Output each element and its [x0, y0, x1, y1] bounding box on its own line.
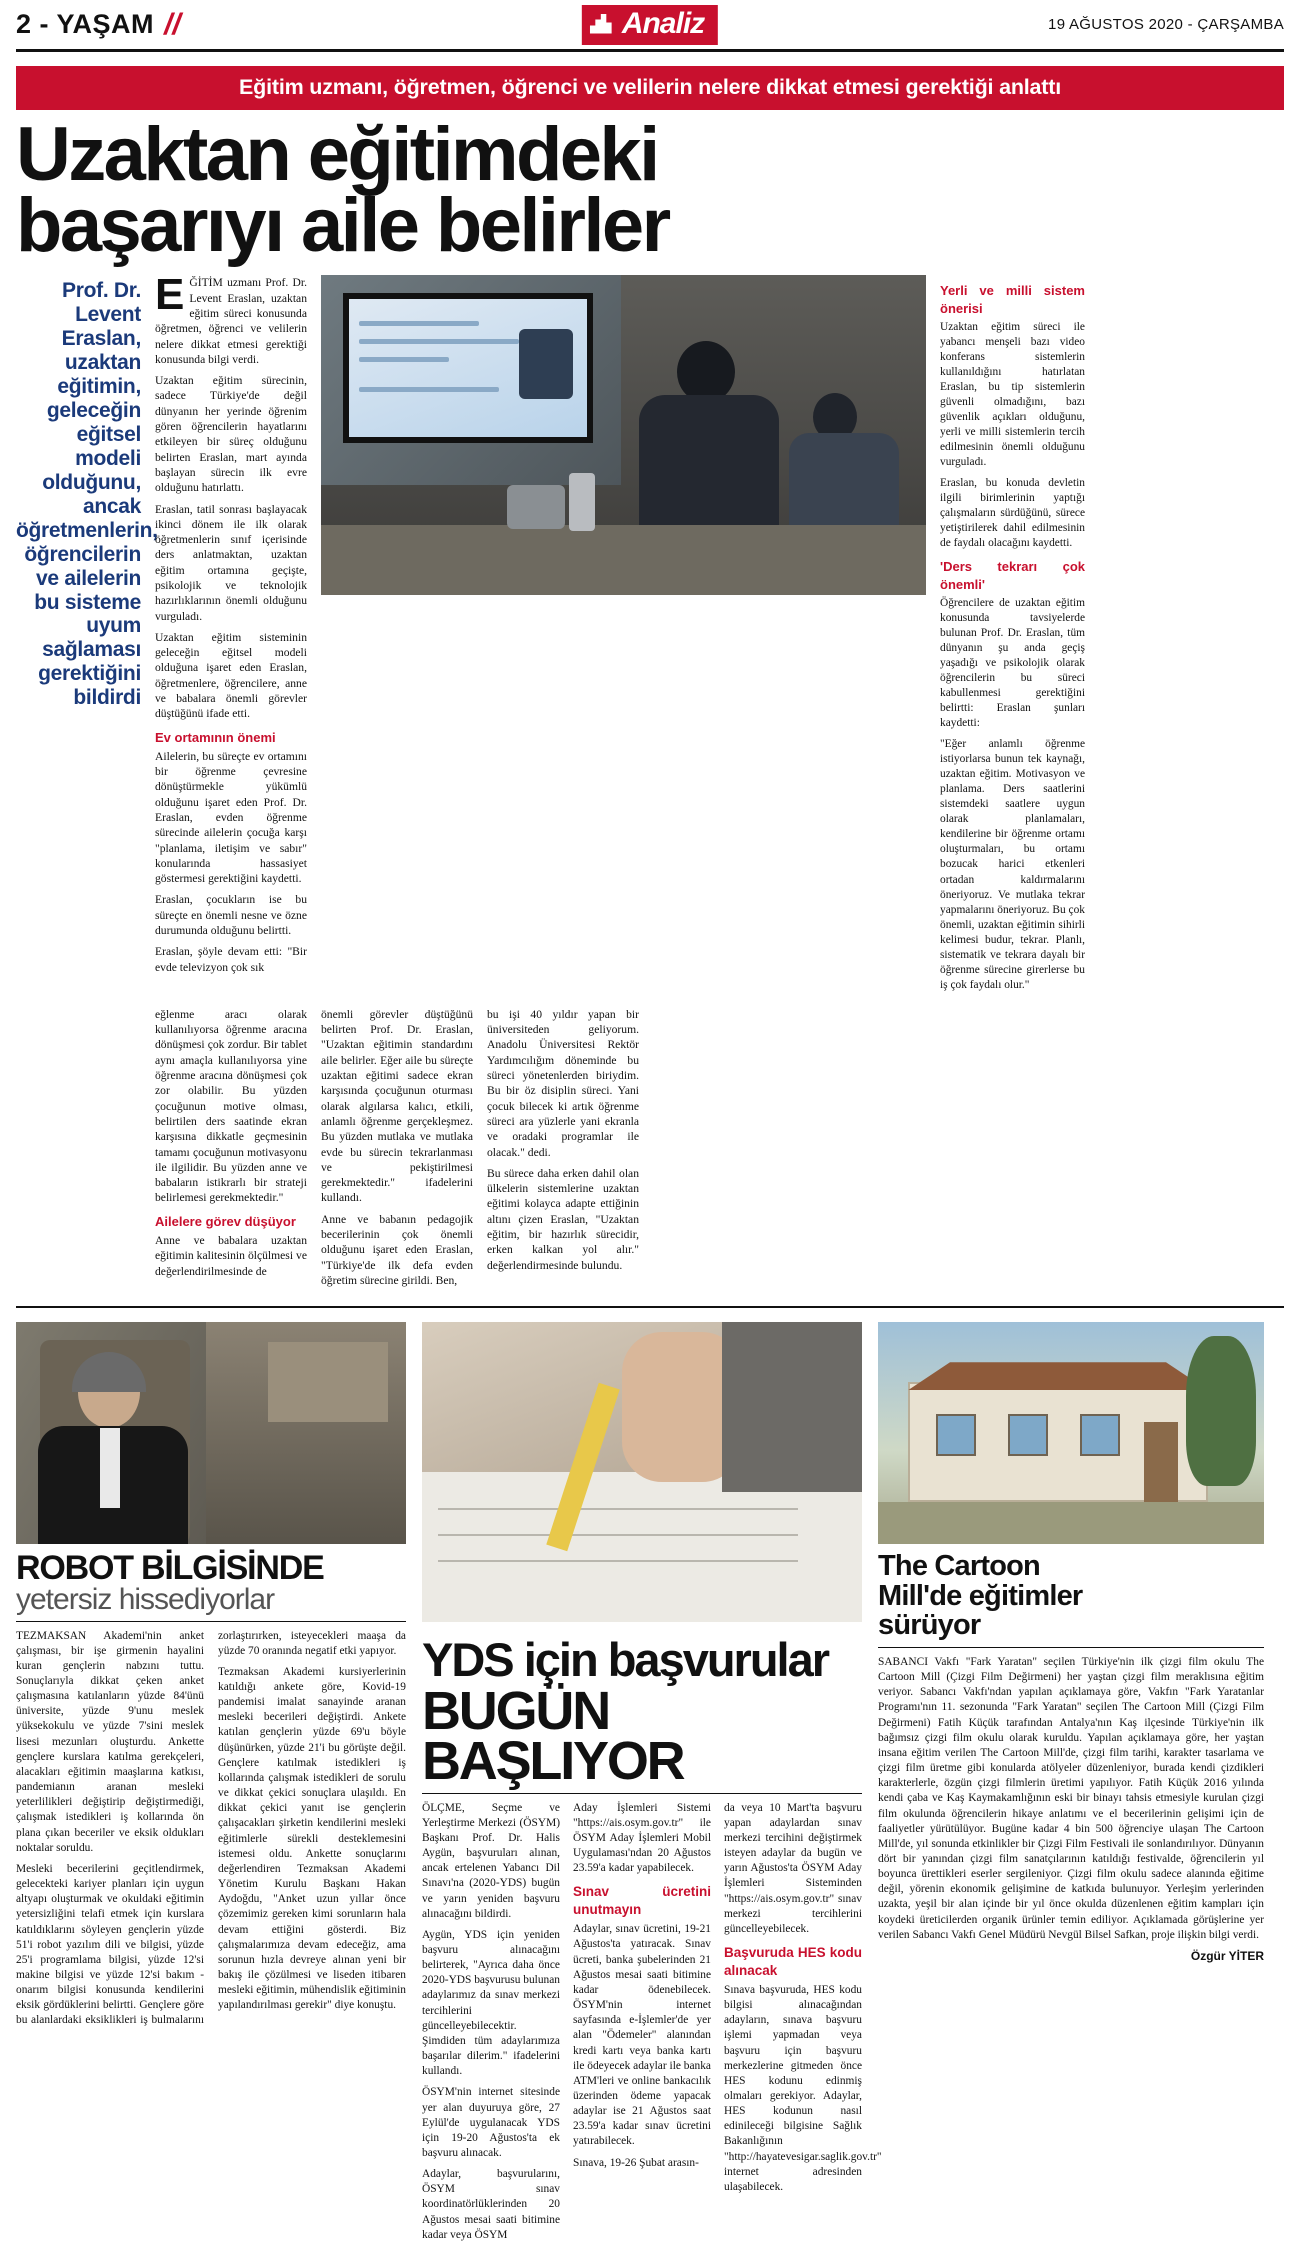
paragraph: Anne ve babanın pedagojik becerilerinin çok önemli olduğunu işaret eden Eraslan, "Türkiye'de ilk defa evden öğretim sürecine girildi. Ben, [321, 1212, 473, 1287]
paragraph: Sınava başvuruda, HES kodu bilgisi alınacağından adayların, sınava başvuru işlemi yapmadan veya başvuru için başvuru merkezlerine gitmeden önce HES kodunu edinmiş olmaları gerekiyor. Adaylar, HES kodunun nasıl edinileceği bilgisine Sağlık Bakanlığının "http://hayatevesigar.saglik.gov.tr" internet adresinden ulaşabilecek. [724, 1983, 882, 2193]
headline-line-1: Uzaktan eğitimdeki [16, 112, 658, 197]
divider [16, 1621, 406, 1622]
paragraph: Adaylar, başvurularını, ÖSYM sınav koordinatörlüklerinden 20 Ağustos mesai saati bitimine kadar veya ÖSYM [422, 2168, 560, 2241]
main-column-4 [487, 1007, 639, 1294]
divider [878, 1647, 1264, 1648]
writing-photo [422, 1322, 862, 1622]
robot-body [16, 1629, 406, 2029]
subheading-hes-kodu: Başvuruda HES kodu alınacak [724, 1944, 862, 1978]
door [1144, 1422, 1178, 1502]
article-standfirst: Prof. Dr. Levent Eraslan, uzaktan eğitimin, geleceğin eğitsel modeli olduğunu, ancak öğretmenlerin, öğrencilerin ve ailelerin bu sisteme uyum sağlaması gerektiğini bildirdi [16, 279, 158, 710]
desk [321, 525, 926, 595]
main-column-1 [155, 270, 307, 999]
subheading-yerli-milli: Yerli ve milli sistem önerisi [940, 283, 1085, 316]
paragraph: Aygün, YDS için yeniden başvuru alınacağını belirterek, "Ayrıca daha önce 2020-YDS başvurusu bulunan adaylarımız da sınav merkezi tercihlerini güncelleyebilecektir. Şimdiden tüm adaylarımıza başarılar dilerim." ifadelerini kullandı. [422, 1928, 560, 2078]
window [1008, 1414, 1048, 1456]
school-photo [878, 1322, 1264, 1544]
bottle [569, 473, 595, 531]
page-label: 2 - YAŞAM [16, 9, 155, 39]
paragraph: bu işi 40 yıldır yapan bir üniversiteden geliyorum. Anadolu Üniversitesi Rektör Yardımcılığım döneminde bu süreci yönetenlerden biriydim. Bu bir öz disiplin süreci. Yani çocuk bilecek ki artık öğrenme süreci ara yüzlerle yani ekranla ve oradaki programlar ile olacak." dedi. [487, 1007, 639, 1159]
paragraph: Sınava, 19-26 Şubat arasın- [573, 2156, 699, 2169]
main-column-3 [321, 1007, 473, 1294]
window [936, 1414, 976, 1456]
paragraph: Tezmaksan Akademi kursiyerlerinin katıldığı ankete göre, Kovid-19 pandemisi imalat sanayinde aranan mesleki becerileri değiştirdi. Ankete katılan gençlerin yüzde 69'u böyle düşünürken, yüzde 21'i bu görüşte değil. Gençlere katılmak istedikleri iş kollarında çalışmak istedikleri de sorulu ve dikkat çekici sonuçlara ulaşıldı. En dikkat çekici yanıt ise gençlerin çalışacakları şirketin kendilerini mesleki eğitimlerle sürekli desteklemesini istemesi oldu. Ankette sonuçlarını değerlendiren Tezmaksan Akademi Yönetim Kurulu Başkanı Hakan Aydoğdu, "Anket uzun yıllar önce çözemimiz gereken kimi sorunların hala devam ettiğini gösterdi. Biz çalışmalarımıza devam edeceğiz, ama sorunun hızla devreye alınan yeni bir bakış ile çözülmesi ve liseden itibaren mesleki eğitimin, mühendislik eğitiminin yapılandırılması gerekir" diye konuştu. [218, 1665, 406, 2012]
issue-date: 19 AĞUSTOS 2020 - ÇARŞAMBA [1048, 16, 1284, 33]
byline: Özgür YİTER [1190, 1948, 1264, 1963]
publication-logo [582, 5, 718, 45]
yds-article [422, 1322, 882, 2249]
paragraph: Mesleki becerilerini geçitlendirmek, gelecekteki kariyer planları için uygun altyapı oluşturmak ve okuldaki eğitimin yetersizliğini telafi etmek için kurslara katıldıklarını söyleyen gençlerin yüzde 51'i robot yazılım dili ve bilgisi, yüzde 25'i programlama bilgisi, yüzde 12'si makine bilgisi ve yüzde 12'si bakım -onarım bilgisi konusunda kendilerini eksik gördüklerini belirtti. Gençlere göre bu alanlardaki eksiklikleri iş bulmalarını zorlaştırırken, isteyecekleri maaşa da yüzde 70 oranında negatif etki yapıyor. [16, 1629, 406, 2027]
main-article-top [16, 270, 1284, 999]
lower-section [16, 1322, 1284, 2249]
cartoon-title [878, 1552, 1264, 1641]
subheading-ders-tekrari: 'Ders tekrarı çok önemli' [940, 559, 1085, 592]
tv-line [359, 321, 479, 326]
logo-subtitle [582, 0, 718, 2]
headline-line-2: başarıyı aile belirler [16, 182, 669, 268]
main-article-bottom [16, 1007, 1284, 1294]
paragraph: Ailelerin, bu süreçte ev ortamını bir öğrenme çevresine dönüştürmekle yükümlü olduğunu işaret eden Prof. Dr. Eraslan, evden öğrenme sürecinde ailelerin çocuğa karşı "planlama, iletişim ve sabır" konularında hassasiyet göstermesi gerektiğini kaydetti. [155, 749, 307, 886]
sidebar-column [940, 275, 1085, 999]
tv-presenter [519, 329, 573, 399]
paragraph: Bu sürece daha erken dahil olan ülkelerin sistemlerine uzaktan eğitimi kolayca adapte ettiğinin altını çizen Eraslan, "Uzaktan eğitim, bir hazırlık sürecidir, erken kalkan yol alır." değerlendirmesinde bulundu. [487, 1166, 639, 1272]
paragraph: önemli görevler düştüğünü belirten Prof. Dr. Eraslan, "Uzaktan eğitimin standardını aile belirler. Eğer aile bu süreçte uzaktan eğitimi sadece ekran karşısında çocuğunun oturması olarak algılarsa kalıcı, etkili, anlamlı öğrenme gerçekleşmez. Bu yüzden mutlaka ve mutlaka evde bu sürecin tekrarlanması ve pekiştirilmesi gerekmektedir." ifadelerini kullandı. [321, 1007, 473, 1205]
classroom-photo [321, 275, 926, 595]
main-column-5-spacer [653, 1007, 953, 1294]
subheading-sinav-ucreti: Sınav ücretini unutmayın [573, 1884, 711, 1918]
subheading-ailelere-gorev: Ailelere görev düşüyor [155, 1213, 296, 1229]
tv-line [359, 339, 519, 344]
paragraph: Uzaktan eğitim süreci ile yabancı menşeli bazı video konferans sistemlerin kullanıldığını hatırlatan Eraslan, bu tip sistemlerin güvenli olmadığını, bazı güvenlik açıkları olduğunu, yerli ve milli sistemlerin tercih edilmesinin önemli olduğunu vurguladı. [940, 320, 1085, 469]
paragraph: Eraslan, şöyle devam etti: "Bir evde televizyon çok sık [155, 945, 307, 974]
paragraph: ÖLÇME, Seçme ve Yerleştirme Merkezi (ÖSYM) Başkanı Prof. Dr. Halis Aygün, başvuruları alınan, ancak ertelenen Yabancı Dil Sınavı'na (2020-YDS) bugün ve yarın yeniden başvuru alınacağını bildirdi. [422, 1801, 560, 1920]
sleeve [722, 1322, 862, 1492]
paragraph: TEZMAKSAN Akademi'nin anket çalışması, bir işe girmenin hayalini kuran gençlerin nabzını tuttu. Sonuçlarıyla dikkat çeken anket çalışmasına katılanların yüzde 84'ünü üniversite, yüzde 9'unu meslek yüksekokulu ve yüzde 7'sini meslek lisesi mezunları oluşturdu. Ankette gençlere kurslara katılma gerekçeleri, alacakları eğitimin maaşlarına katkısı, pandemianın aranan mesleki yeterlilikleri değiştirip değiştirmediği, çalışmak istedikleri iş kollarında ön plana çıkan beceriler ve eksik oldukları noktalar soruldu. [16, 1629, 204, 1854]
section-divider [16, 1306, 1284, 1308]
paragraph: da veya 10 Mart'ta başvuru yapan adaylardan sınav merkezi tercihini değiştirmek isteyen adaylar da bugün ve yarın Ağustos'ta ÖSYM Aday İşlemleri Sisteminden "https://ais.osym.gov.tr" sınav merkezi tercihlerini güncelleyebilecek. [724, 1801, 862, 1935]
masthead-slash: // [164, 7, 181, 41]
portrait-shirt [100, 1428, 120, 1508]
yds-body [422, 1801, 882, 2249]
logo-text: Analiz [582, 5, 718, 45]
masthead [16, 0, 1284, 52]
yds-title-line1: YDS için başvurular [422, 1633, 829, 1687]
console-box [507, 485, 565, 529]
paper-line [438, 1508, 798, 1510]
paragraph: "Eğer anlamlı öğrenme istiyorlarsa bunun tek kaynağı, uzaktan eğitim. Motivasyon ve planlama. Ders saatlerini sistemdeki saatlere uygun olarak planlamaları, kendilerine bir öğrenme ortamı oluşturmaları, bu ortamı bozucak harici etkenleri ortadan kaldırmalarını öneriyoruz. Ve mutlaka tekrar yapmalarını öneriyoruz. Bu çok önemli, uzaktan eğitimin sihirli kelimesi budur, tekrar. Planlı, sistematik ve tekrara dayalı bir öğrenme sürecine girerlerse bu iş çok faydalı olur." [940, 738, 1085, 991]
paragraph: Aday İşlemleri Sistemi "https://ais.osym.gov.tr" ile ÖSYM Aday İşlemleri Mobil Uygulaması'ndan 20 Ağustos 23.59'a kadar yapabilecek. [573, 1801, 711, 1875]
paper-line [438, 1534, 798, 1536]
cartoon-title-line2: Mill'de eğitimler [878, 1579, 1083, 1612]
robot-article [16, 1322, 406, 2249]
portrait-photo [16, 1322, 406, 1544]
school-roof [908, 1362, 1208, 1390]
paper-line [438, 1560, 798, 1562]
main-column-2 [155, 1007, 307, 1294]
paragraph: Adaylar, sınav ücretini, 19-21 Ağustos'ta yatıracak. Sınav ücreti, banka şubelerinden 21 Ağustos mesai saati bitimine kadar ödenebilecek. ÖSYM'nin internet sayfasında e-İşlemler'de yer alan "Ödemeler" alanından kredi kartı veya banka kartı ile ödeyecek adaylar ile banka ATM'leri ve online bankacılık üzerinden ödeme yapacak adaylar ise 21 Ağustos saat 23.59'a kadar sınav ücretini yatırabilecek. [573, 1923, 711, 2148]
tree [1186, 1336, 1256, 1486]
cartoon-article [878, 1322, 1264, 2249]
tv-screen [343, 293, 593, 443]
paragraph: SABANCI Vakfı "Fark Yaratan" seçilen Türkiye'nin ilk çizgi film okulu The Cartoon Mill (Çizgi Film Değirmeni) her yaştan çizgi film meraklısına eğitim veriyor. Sabancı Vakfı'ndan yapılan açıklamaya göre, Vakfın "Fark Yaratanlar Programı'nın 11. sezonunda "Fark Yaratan" seçilen The Cartoon Mill (Çizgi Film Değirmeni) Fatih Küçük tarafından Antalya'nın Kaş ilçesinde Türkiye'nin ilk bağımsız çizgi film okulu olarak kuruldu. Yapılan açıklamaya göre, her yaştan insana eğitim verilen The Cartoon Mill'de, çizgi film tarihi, karakter tasarlama ve çizgi film üretme gibi konularda atölyeler düzenleniyor, burada kendi çizdikleri karakterlerle, özgün çizgi filmlerin üretimi yapılıyor. Fatih Küçük 2016 yılında kendi çaba ve Kaş Kaymakamlığının eski bir binayı tahsis etmesiyle kurulan çizgi film okulunda öğrencilerin hikaye anlatımı ve el becerilerinin gelişimi için de faaliyetler yürütülüyor. Bugüne kadar 4 bin 500 öğrenciye ulaşan The Cartoon Mill'de, yıl sonunda etkinlikler bir Çizgi Film Festivali ile sonlandırılıyor. Dünyanın dört bir yanından çizgi film sanatçılarının katıldığı festivalde, öğrencilerin yıl boyunca ürettikleri eserler sergileniyor. Çizgi film okulu sadece alanında eğitime değil, yörenin ekonomik gelişimine de katkıda bulunuyor. Yerleşim yerlerinden uzakta, yeşil bir alan içinde bir yıl önce okulda düzenlenen eğitim kampları için koydeki üreticilerden organik ürünler temin ediliyor. Açıklamada görüşlerine yer verilen Sabancı Vakfı Genel Müdürü Nevgül Bilsel Safkan, proje ilişkin bilgi verdi. [878, 1655, 1264, 1941]
cartoon-title-line3: sürüyor [878, 1609, 981, 1642]
paragraph: eğlenme aracı olarak kullanılıyorsa öğrenme aracına dönüşmesi çok zordur. Bir tablet aynı amaçla kullanılıyorsa yine öğrenme aracına dönüşmesi çok zor olabilir. Bu yüzden çocuğunun motive olması, belirtilen ders saatinde ekran karşısına dikkatle geçmesinin tamamı çocuğunun motivasyonu ile ilgilidir. Bu yüzden anne ve babaların istikrarlı bir strateji belirlemesi gerekmektedir." [155, 1007, 307, 1205]
paragraph: Anne ve babalara uzaktan eğitimin kalitesinin ölçülmesi ve değerlendirilmesinde de [155, 1233, 307, 1278]
robot-title-line2: yetersiz hissediyorlar [16, 1582, 275, 1616]
student-head [677, 341, 735, 403]
paragraph: Eraslan, tatil sonrası başlayacak ikinci dönem ile ilk olarak öğretmenlerin sınıf içerisinde ders anlatmaktan, uzaktan eğitim ortamına geçişte, psikolojik ve teknolojik hazırlıklarının önemli olduğunu vurguladı. [155, 502, 307, 623]
paragraph: Eraslan, çocukların ise bu süreçte en önemli nesne ve özne durumunda olduğunu belirtti. [155, 893, 307, 938]
photo-window [268, 1342, 388, 1422]
subheading-ev-ortami: Ev ortamının önemi [155, 729, 276, 745]
yds-title-line2: BUGÜN BAŞLIYOR [422, 1681, 684, 1791]
paragraph: Öğrencilere de uzaktan eğitim konusunda tavsiyelerde bulunan Prof. Dr. Eraslan, tüm dünyanın şu anda geçiş yaşadığı ve psikolojik olarak öğrencilerin bu süreci kabullenmesi gerektiğini belirtti: Eraslan şunları kaydetti: [940, 596, 1085, 730]
paragraph: Eraslan, bu konuda devletin ilgili birimlerinin yaptığı çalışmaların sürdüğünü, sürece yetiştirilerek dahil edilmesinin de faydalı olacağını kaydetti. [940, 477, 1085, 550]
divider [422, 1793, 862, 1794]
ground [878, 1502, 1264, 1544]
robot-title-line1: ROBOT BİLGİSİNDE [16, 1549, 324, 1588]
yds-column-3 [724, 1801, 882, 2249]
paper [422, 1472, 862, 1622]
yds-column-2 [573, 1801, 711, 2249]
tv-line [359, 357, 449, 362]
window [1080, 1414, 1120, 1456]
paragraph: ÖSYM'nin internet sitesinde yer alan duyuruya göre, 27 Eylül'de uygulanacak YDS için 19-20 Ağustos'ta ek başvuru alınacak. [422, 2086, 560, 2160]
cartoon-title-line1: The Cartoon [878, 1550, 1040, 1583]
paragraph: Uzaktan eğitim sisteminin geleceğin eğitsel modeli olduğuna işaret eden Eraslan, öğretmenlere, öğrencilere, anne ve babalara önemli görevler düştüğünü ifade etti. [155, 630, 307, 721]
page-title [16, 112, 1284, 268]
tv-line [359, 387, 499, 392]
cartoon-body [878, 1655, 1264, 1943]
paragraph: EĞİTİM uzmanı Prof. Dr. Levent Eraslan, uzaktan eğitim süreci konusunda öğretmen, öğrenci ve velilerin nelere dikkat etmesi gerektiği konusunda bilgi verdi. [155, 270, 307, 366]
yds-column-1 [422, 1801, 560, 2249]
article-kicker: Eğitim uzmanı, öğretmen, öğrenci ve velilerin nelere dikkat etmesi gerektiği anlattı [16, 66, 1284, 110]
paragraph: Uzaktan eğitim sürecinin, sadece Türkiye'de değil dünyanın her yerinde öğrenim gören öğrencilerin hayatlarını etkileyen bir süreç olduğunu belirten Eraslan, mart ayında başlayan sürecin ilk evre olduğunu hatırlattı. [155, 374, 307, 495]
